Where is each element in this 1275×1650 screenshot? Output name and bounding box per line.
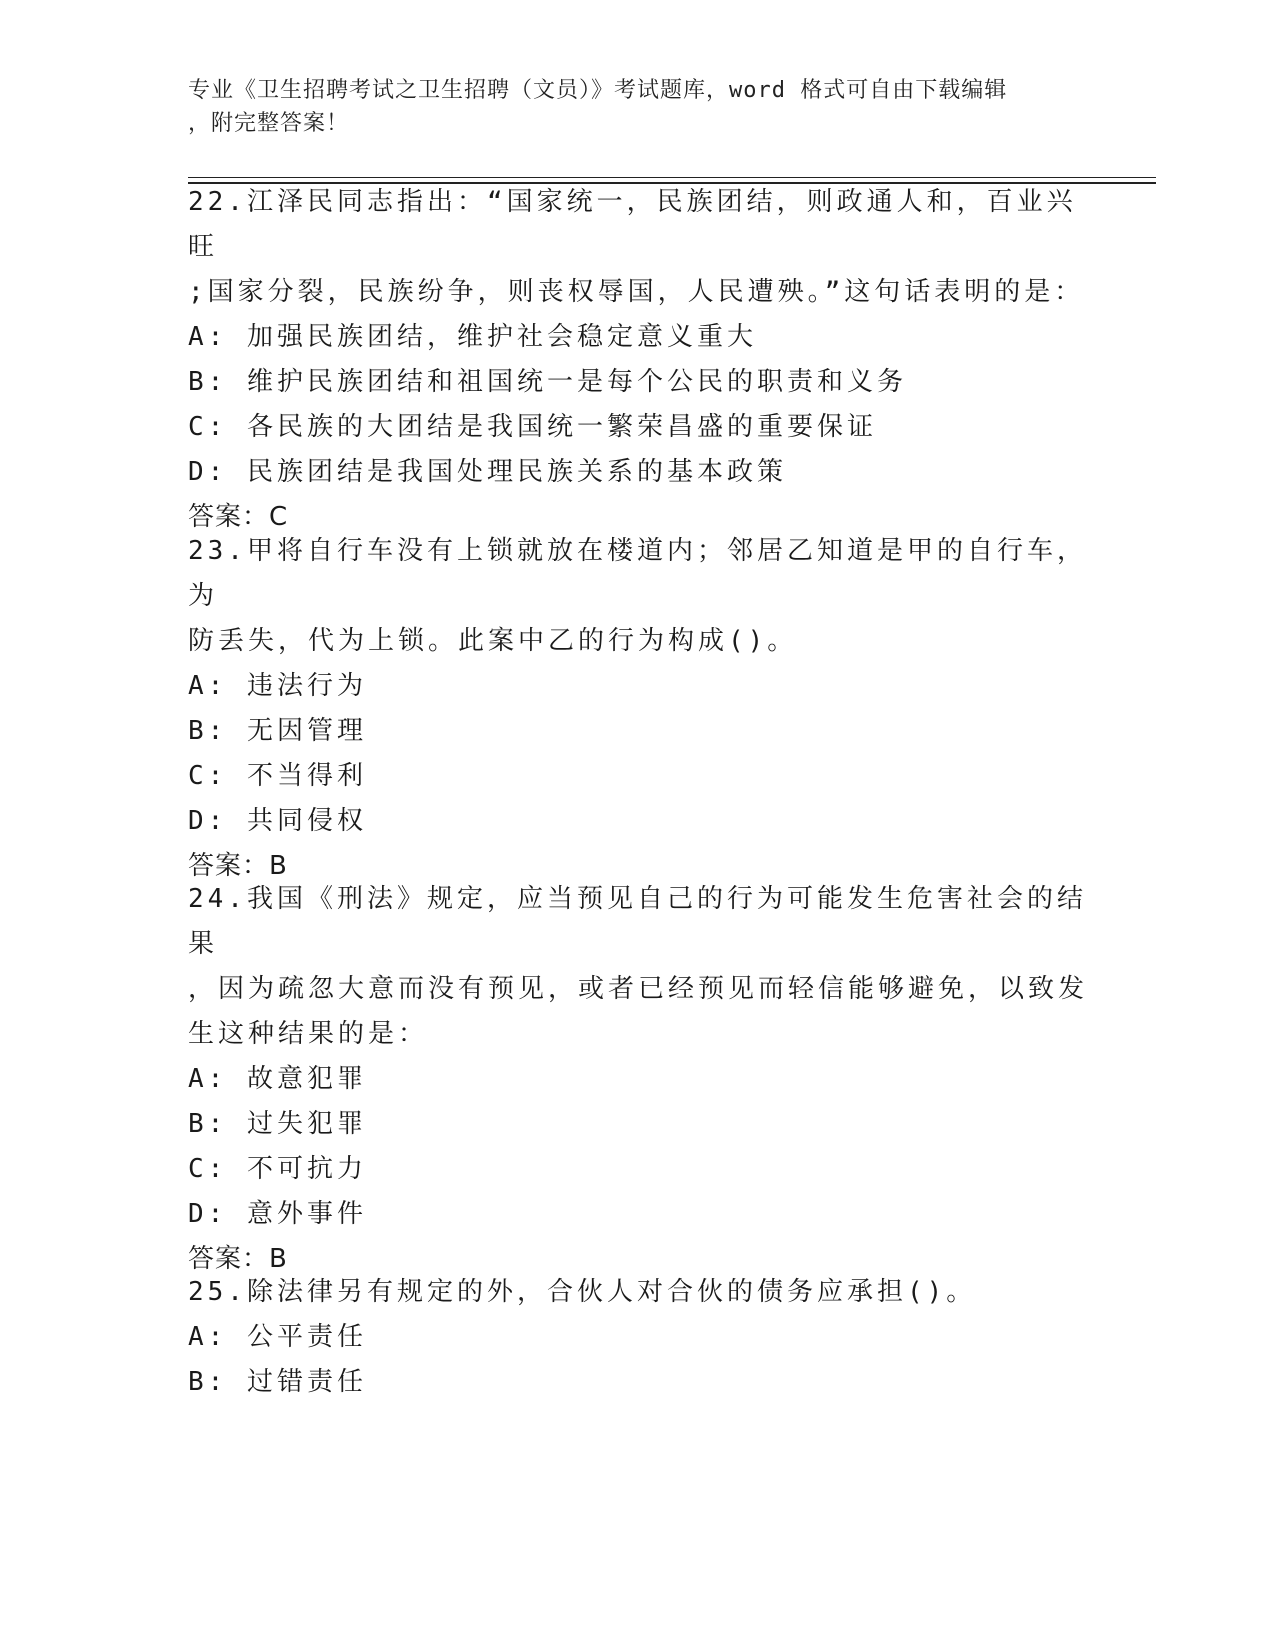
option-b: B: 维护民族团结和祖国统一是每个公民的职责和义务 (188, 367, 907, 397)
option-c: C: 不当得利 (188, 761, 367, 791)
answer-line: 答案：B (188, 851, 288, 881)
option-c: C: 不可抗力 (188, 1154, 367, 1184)
option-a: A: 故意犯罪 (188, 1064, 367, 1094)
stem-line: 23.甲将自行车没有上锁就放在楼道内；邻居乙知道是甲的自行车，为 (188, 536, 1087, 611)
option-a: A: 加强民族团结，维护社会稳定意义重大 (188, 322, 757, 352)
question-stem (188, 529, 1088, 664)
question-25 (188, 1270, 1088, 1405)
header-line-2: ，附完整答案！ (188, 111, 350, 136)
question-23 (188, 529, 1088, 889)
document-header (188, 74, 1068, 140)
stem-line: ，因为疏忽大意而没有预见，或者已经预见而轻信能够避免，以致发 (188, 974, 1089, 1004)
option-d: D: 意外事件 (188, 1199, 367, 1229)
answer-line: 答案：B (188, 1244, 288, 1274)
question-stem (188, 180, 1088, 315)
option-b: B: 过失犯罪 (188, 1109, 367, 1139)
option-a: A: 公平责任 (188, 1322, 367, 1352)
option-b: B: 无因管理 (188, 716, 367, 746)
stem-line: 生这种结果的是： (188, 1019, 429, 1049)
stem-line: 24.我国《刑法》规定，应当预见自己的行为可能发生危害社会的结果 (188, 884, 1087, 959)
question-stem (188, 1270, 1088, 1315)
option-b: B: 过错责任 (188, 1367, 367, 1397)
option-c: C: 各民族的大团结是我国统一繁荣昌盛的重要保证 (188, 412, 877, 442)
question-24 (188, 877, 1088, 1282)
stem-line: 25.除法律另有规定的外，合伙人对合伙的债务应承担()。 (188, 1277, 977, 1307)
stem-line: ;国家分裂，民族纷争，则丧权辱国，人民遭殃。”这句话表明的是： (188, 277, 1085, 307)
stem-line: 22.江泽民同志指出：“国家统一，民族团结，则政通人和，百业兴旺 (188, 187, 1077, 262)
question-22 (188, 180, 1088, 540)
option-a: A: 违法行为 (188, 671, 367, 701)
option-d: D: 共同侵权 (188, 806, 367, 836)
question-stem (188, 877, 1088, 1057)
option-d: D: 民族团结是我国处理民族关系的基本政策 (188, 457, 787, 487)
header-divider-thin (188, 177, 1156, 178)
stem-line: 防丢失，代为上锁。此案中乙的行为构成()。 (188, 626, 798, 656)
header-line-1: 专业《卫生招聘考试之卫生招聘（文员）》考试题库，word 格式可自由下载编辑 (188, 78, 1008, 103)
answer-line: 答案：C (188, 502, 289, 532)
